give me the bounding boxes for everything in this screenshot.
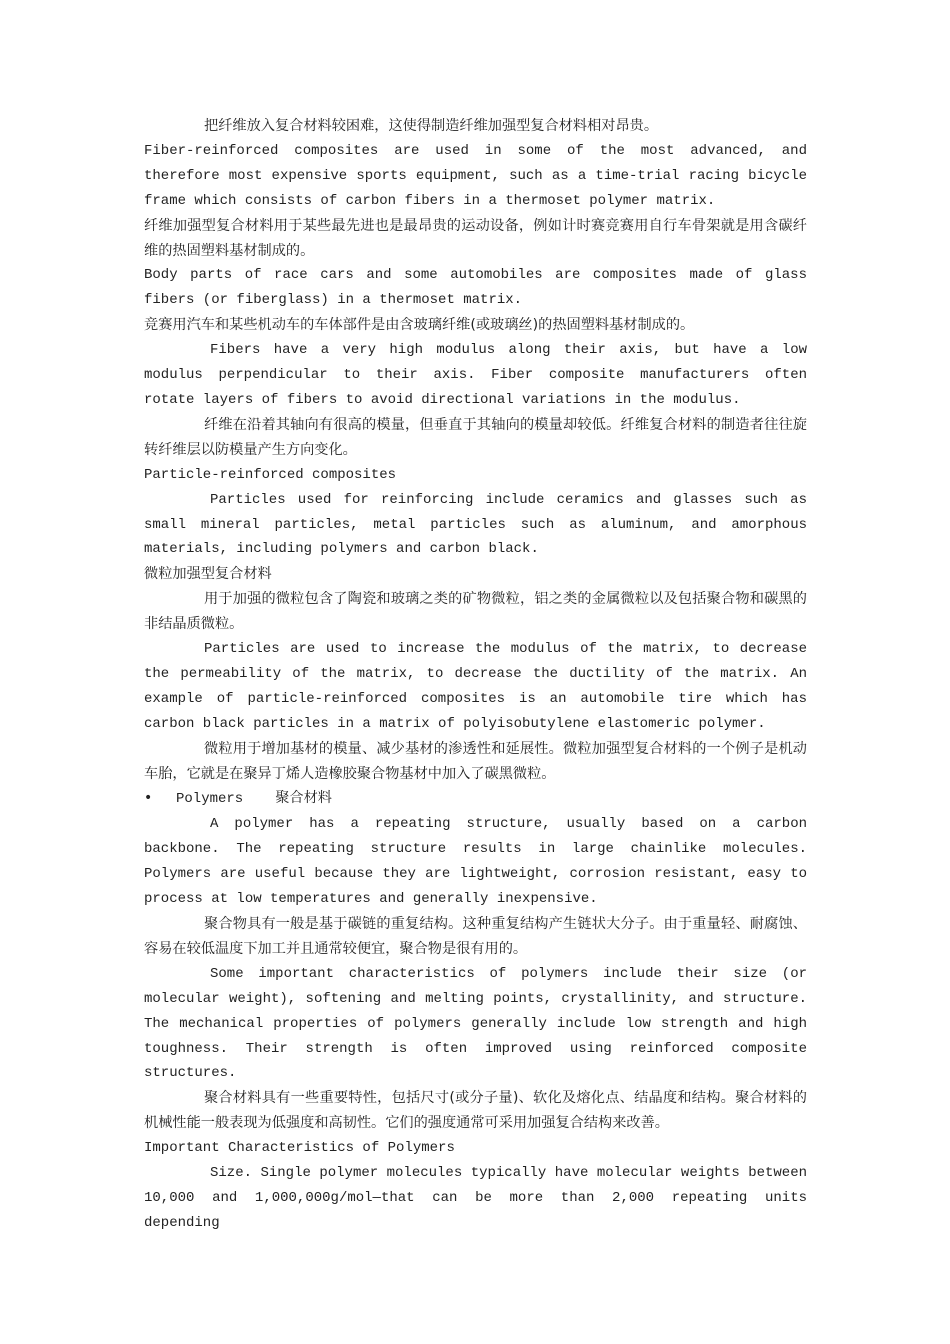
paragraph-en: Body parts of race cars and some automobiles are composites made of glass fibers (or fiberglass) in a thermoset matrix. <box>144 267 807 309</box>
bullet-icon: • <box>144 790 153 807</box>
bullet-heading <box>144 786 807 812</box>
paragraph-zh: 纤维在沿着其轴向有很高的模量，但垂直于其轴向的模量却较低。纤维复合材料的制造者往往旋转纤维层以防模量产生方向变化。 <box>144 416 807 458</box>
paragraph-zh: 聚合材料具有一些重要特性，包括尺寸(或分子量)、软化及熔化点、结晶度和结构。聚合材料的机械性能一般表现为低强度和高韧性。它们的强度通常可采用加强复合结构来改善。 <box>144 1090 807 1132</box>
paragraph-en: A polymer has a repeating structure, usually based on a carbon backbone. The repeating structure results in large chainlike molecules. Polymers are useful because they are lightweight, corrosion resistant, easy to process at low temperatures and generally inexpensive. <box>144 816 807 908</box>
document-page <box>144 114 807 1236</box>
paragraph-en: Some important characteristics of polymers include their size (or molecular weight), softening and melting points, crystallinity, and structure. The mechanical properties of polymers generally include low strength and high toughness. Their strength is often improved using reinforced composite structures. <box>144 965 807 1082</box>
paragraph-en: Particles are used to increase the modulus of the matrix, to decrease the permeability of the matrix, to decrease the ductility of the matrix. An example of particle-reinforced composites is an automobile tire which has carbon black particles in a matrix of polyisobutylene elastomeric polymer. <box>144 641 807 732</box>
paragraph-zh: 纤维加强型复合材料用于某些最先进也是最昂贵的运动设备，例如计时赛竞赛用自行车骨架就是用含碳纤维的热固塑料基材制成的。 <box>144 217 807 259</box>
paragraph-en: Fibers have a very high modulus along their axis, but have a low modulus perpendicular to their axis. Fiber composite manufacturers often rotate layers of fibers to avoid directional variations in the modulus. <box>144 342 807 408</box>
bullet-label-en: Polymers <box>176 791 244 808</box>
paragraph-en: Particles used for reinforcing include ceramics and glasses such as small mineral particles, metal particles such as aluminum, and amorphous materials, including polymers and carbon black. <box>144 491 807 558</box>
paragraph-en: Fiber-reinforced composites are used in some of the most advanced, and therefore most expensive sports equipment, such as a time-trial racing bicycle frame which consists of carbon fibers in a thermoset polymer matrix. <box>144 142 807 209</box>
section-heading-zh: 微粒加强型复合材料 <box>144 566 272 583</box>
paragraph-zh: 微粒用于增加基材的模量、减少基材的渗透性和延展性。微粒加强型复合材料的一个例子是机动车胎，它就是在聚异丁烯人造橡胶聚合物基材中加入了碳黑微粒。 <box>144 740 807 782</box>
paragraph-zh: 用于加强的微粒包含了陶瓷和玻璃之类的矿物微粒，铝之类的金属微粒以及包括聚合物和碳黑的非结晶质微粒。 <box>144 591 807 633</box>
paragraph-zh: 聚合物具有一般是基于碳链的重复结构。这种重复结构产生链状大分子。由于重量轻、耐腐蚀、容易在较低温度下加工并且通常较便宜，聚合物是很有用的。 <box>144 916 807 957</box>
paragraph-en: Size. Single polymer molecules typically have molecular weights between 10,000 and 1,000,000g/mol—that can be more than 2,000 repeating units depending <box>144 1165 807 1231</box>
bullet-label-zh: 聚合材料 <box>275 790 332 807</box>
paragraph-zh: 竞赛用汽车和某些机动车的车体部件是由含玻璃纤维(或玻璃丝)的热固塑料基材制成的。 <box>144 317 695 334</box>
section-heading-en: Important Characteristics of Polymers <box>144 1140 455 1157</box>
section-heading-en: Particle-reinforced composites <box>144 466 397 483</box>
paragraph-zh: 把纤维放入复合材料较困难，这使得制造纤维加强型复合材料相对昂贵。 <box>204 118 659 134</box>
